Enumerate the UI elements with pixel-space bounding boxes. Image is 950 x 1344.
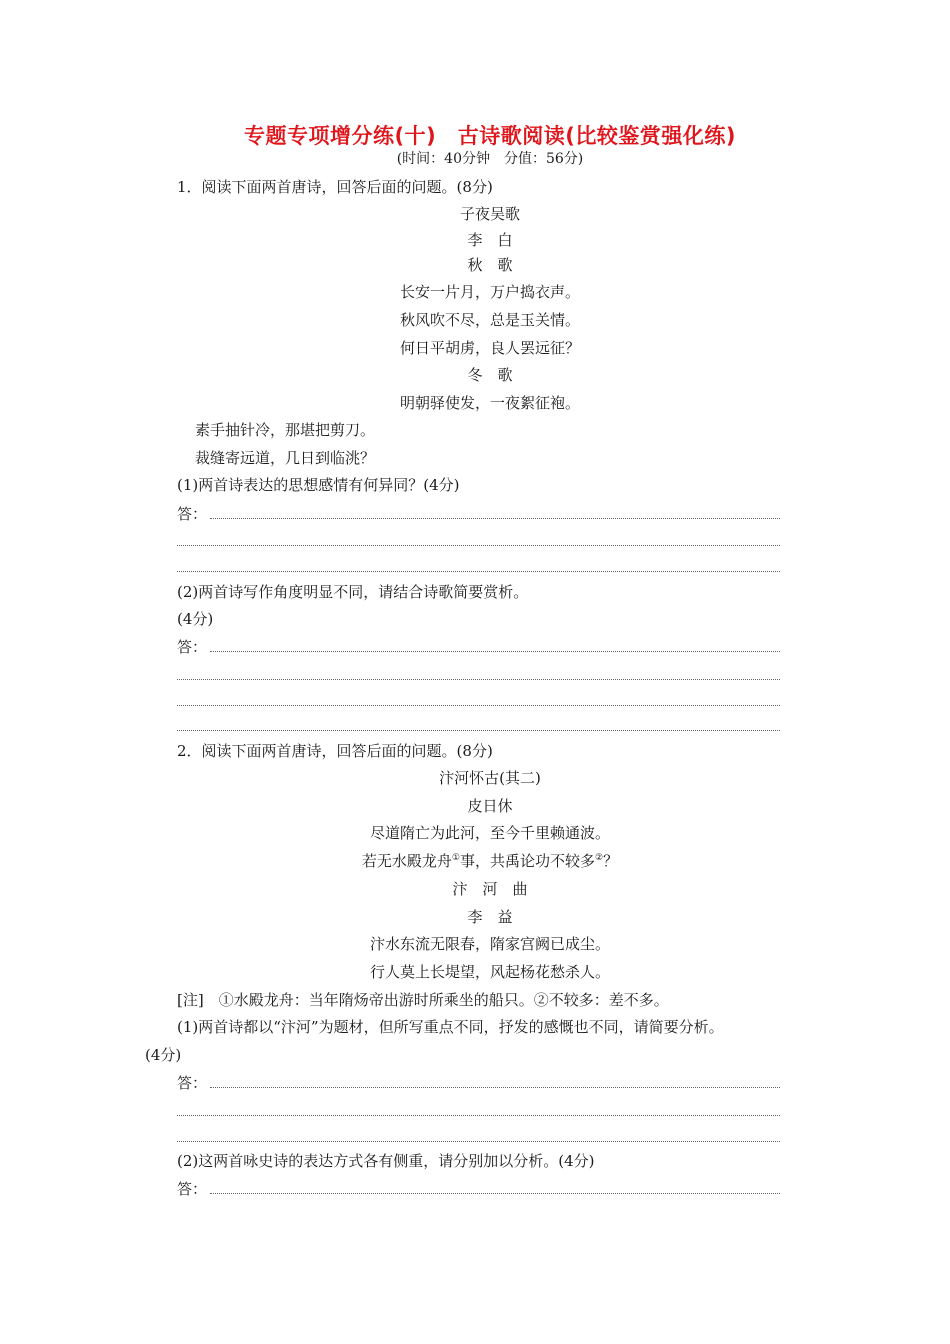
answer-line[interactable] <box>210 518 780 519</box>
answer-label: 答： <box>177 1074 208 1092</box>
q2-poem-line: 汴水东流无限春，隋家宫阙已成尘。 <box>369 935 610 953</box>
answer-line[interactable] <box>177 705 780 706</box>
question-2-stem: 2．阅读下面两首唐诗，回答后面的问题。(8分) <box>177 742 493 760</box>
answer-line[interactable] <box>177 545 780 546</box>
q1-sub-question-2: (2)两首诗写作角度明显不同，请结合诗歌简要赏析。 <box>177 583 529 601</box>
q2-poem1-author: 皮日休 <box>467 797 513 815</box>
q1-poem-line: 何日平胡虏，良人罢远征？ <box>399 339 580 357</box>
q2-poem-line: 行人莫上长堤望，风起杨花愁杀人。 <box>369 963 610 981</box>
q2-poem-line: 若无水殿龙舟①事，共禹论功不较多②？ <box>361 852 619 870</box>
question-1-stem: 1．阅读下面两首唐诗，回答后面的问题。(8分) <box>177 178 493 196</box>
q1-poem-line: 长安一片月，万户捣衣声。 <box>399 283 580 301</box>
answer-line[interactable] <box>177 1115 780 1116</box>
answer-line[interactable] <box>177 1141 780 1142</box>
q2-poem2-title: 汴 河 曲 <box>452 880 528 898</box>
q1-poem-line: 素手抽针冷，那堪把剪刀。 <box>195 421 376 439</box>
q2-note: [注] ①水殿龙舟：当年隋炀帝出游时所乘坐的船只。②不较多：差不多。 <box>177 991 669 1009</box>
note-marker-1: ① <box>451 853 460 863</box>
q1-poem-title: 子夜吴歌 <box>459 205 520 223</box>
q1-poem-line: 秋风吹不尽，总是玉关情。 <box>399 311 580 329</box>
answer-label: 答： <box>177 638 208 656</box>
answer-line[interactable] <box>177 571 780 572</box>
answer-label: 答： <box>177 1180 208 1198</box>
page-subtitle: (时间：40分钟 分值：56分) <box>396 151 584 167</box>
q2-poem-line: 尽道隋亡为此河，至今千里赖通波。 <box>369 824 610 842</box>
q1-poem-line: 明朝驿使发，一夜絮征袍。 <box>399 394 580 412</box>
q2-poem1-title: 汴河怀古(其二) <box>439 769 541 787</box>
q2-sub-question-2: (2)这两首咏史诗的表达方式各有侧重，请分别加以分析。(4分) <box>177 1152 595 1170</box>
q2-poem2-author: 李 益 <box>467 908 513 926</box>
q1-part1-title: 秋 歌 <box>467 256 513 274</box>
answer-line[interactable] <box>210 1193 780 1194</box>
answer-line[interactable] <box>177 730 780 731</box>
note-marker-2: ② <box>595 853 604 863</box>
q1-sub-question-2-score: (4分) <box>177 610 214 628</box>
answer-line[interactable] <box>210 651 780 652</box>
q2-sub-question-1-score: (4分) <box>145 1046 182 1064</box>
answer-line[interactable] <box>177 679 780 680</box>
answer-line[interactable] <box>210 1087 780 1088</box>
q1-poem-line: 裁缝寄远道，几日到临洮？ <box>195 449 376 467</box>
q2-sub-question-1: (1)两首诗都以“汴河”为题材，但所写重点不同，抒发的感慨也不同，请简要分析。 <box>177 1018 724 1036</box>
page-title: 专题专项增分练(十) 古诗歌阅读(比较鉴赏强化练) <box>244 124 736 148</box>
q1-sub-question-1: (1)两首诗表达的思想感情有何异同？(4分) <box>177 476 460 494</box>
q1-poem-author: 李 白 <box>467 231 513 249</box>
answer-label: 答： <box>177 505 208 523</box>
q1-part2-title: 冬 歌 <box>467 366 513 384</box>
